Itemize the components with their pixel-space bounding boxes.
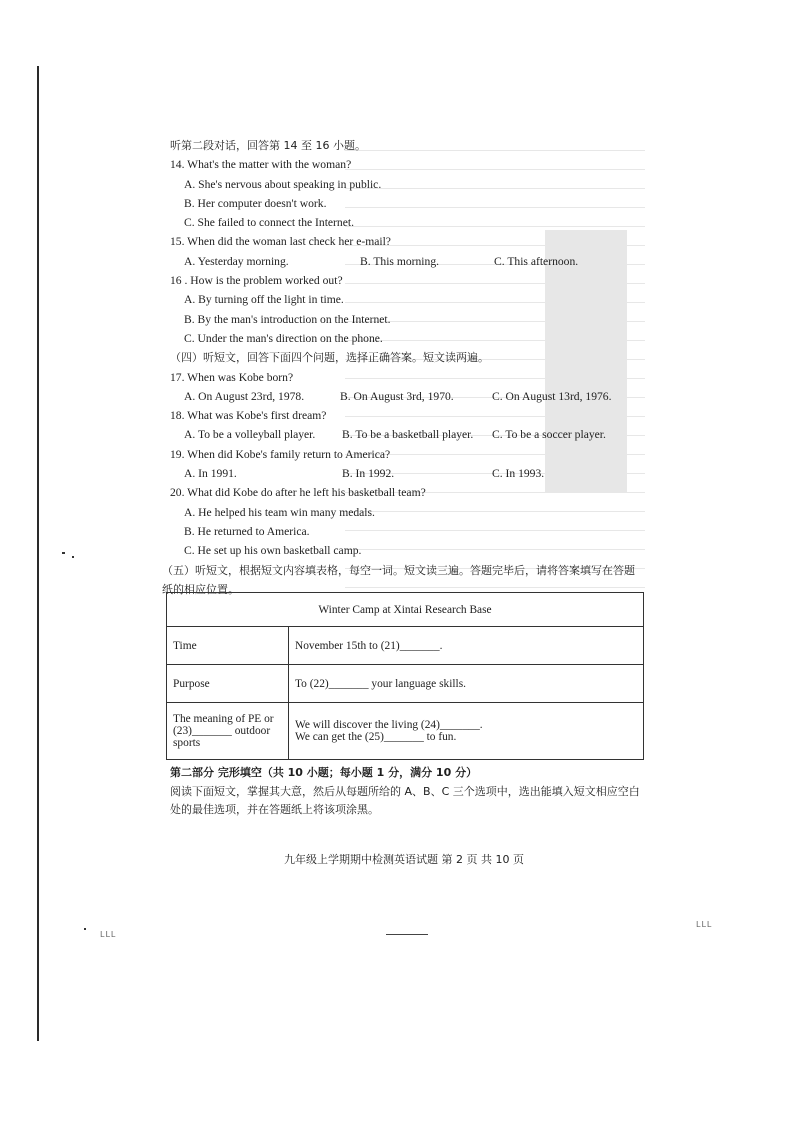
q16-option-c: C. Under the man's direction on the phone.: [184, 331, 383, 345]
q16-option-a: A. By turning off the light in time.: [184, 293, 344, 307]
margin-mark-left: LLL: [100, 930, 117, 939]
question-17: 17. When was Kobe born?: [170, 370, 294, 384]
purpose-label: Purpose: [167, 665, 289, 703]
q18-options: [170, 425, 640, 444]
part-2-instruction: 阅读下面短文，掌握其大意，然后从每题所给的 A、B、C 三个选项中，选出能填入短文相应空白处的最佳选项，并在答题纸上将该项涂黑。: [170, 784, 640, 816]
q14-option-b: B. Her computer doesn't work.: [184, 196, 327, 210]
q14-option-c: C. She failed to connect the Internet.: [184, 216, 354, 230]
scan-edge-line: [37, 66, 39, 1041]
q18-option-a: A. To be a volleyball player.: [184, 428, 316, 442]
q15-option-c: C. This afternoon.: [494, 254, 579, 268]
section-4-heading: （四）听短文，回答下面四个问题，选择正确答案。短文读两遍。: [170, 351, 489, 365]
q15-options: [170, 252, 640, 271]
q19-option-b: B. In 1992.: [342, 467, 395, 481]
time-label: Time: [167, 627, 289, 665]
winter-camp-table: [166, 592, 644, 760]
margin-mark-right: LLL: [696, 920, 713, 929]
section-intro: 听第二段对话，回答第 14 至 16 小题。: [170, 139, 366, 152]
purpose-value: To (22)_______ your language skills.: [289, 665, 644, 703]
q16-option-b: B. By the man's introduction on the Internet.: [184, 312, 391, 326]
q19-options: [170, 464, 640, 483]
q17-option-a: A. On August 23rd, 1978.: [184, 389, 305, 403]
pe-meaning-value: [289, 703, 644, 760]
q20-option-b: B. He returned to America.: [184, 524, 310, 538]
question-15: 15. When did the woman last check her e-mail?: [170, 235, 391, 249]
question-14: 14. What's the matter with the woman?: [170, 158, 352, 172]
page-number-mark: [386, 924, 428, 935]
part-2-cloze: [170, 764, 640, 820]
table-title: Winter Camp at Xintai Research Base: [167, 593, 644, 627]
q19-option-c: C. In 1993.: [492, 467, 545, 481]
q20-option-a: A. He helped his team win many medals.: [184, 505, 375, 519]
pe-meaning-label: The meaning of PE or (23)_______ outdoor sports: [167, 703, 289, 760]
question-20: 20. What did Kobe do after he left his basketball team?: [170, 486, 426, 500]
exam-questions: [162, 136, 640, 599]
scan-speck: [72, 556, 74, 558]
q17-option-b: B. On August 3rd, 1970.: [340, 389, 454, 403]
q18-option-b: B. To be a basketball player.: [342, 428, 474, 442]
q17-options: [170, 387, 640, 406]
question-18: 18. What was Kobe's first dream?: [170, 409, 327, 423]
q15-option-a: A. Yesterday morning.: [184, 254, 289, 268]
scan-speck: [84, 928, 86, 930]
q17-option-c: C. On August 13rd, 1976.: [492, 389, 612, 403]
part-2-heading: 第二部分 完形填空（共 10 小题；每小题 1 分，满分 10 分）: [170, 766, 478, 779]
q20-option-c: C. He set up his own basketball camp.: [184, 544, 362, 558]
question-16: 16 . How is the problem worked out?: [170, 274, 343, 288]
q19-option-a: A. In 1991.: [184, 467, 237, 481]
pe-value-line-1: We will discover the living (24)_______.: [295, 719, 483, 731]
q18-option-c: C. To be a soccer player.: [492, 428, 606, 442]
scan-speck: [62, 552, 65, 554]
pe-value-line-2: We can get the (25)_______ to fun.: [295, 731, 457, 743]
q14-option-a: A. She's nervous about speaking in public.: [184, 177, 382, 191]
q15-option-b: B. This morning.: [360, 254, 440, 268]
question-19: 19. When did Kobe's family return to America?: [170, 447, 391, 461]
time-value: November 15th to (21)_______.: [289, 627, 644, 665]
section-5-heading: （五）听短文，根据短文内容填表格，每空一词。短文读三遍。答题完毕后，请将答案填写在答题纸的相应位置。: [162, 563, 635, 596]
page-footer: 九年级上学期期中检测英语试题 第 2 页 共 10 页: [284, 853, 524, 866]
